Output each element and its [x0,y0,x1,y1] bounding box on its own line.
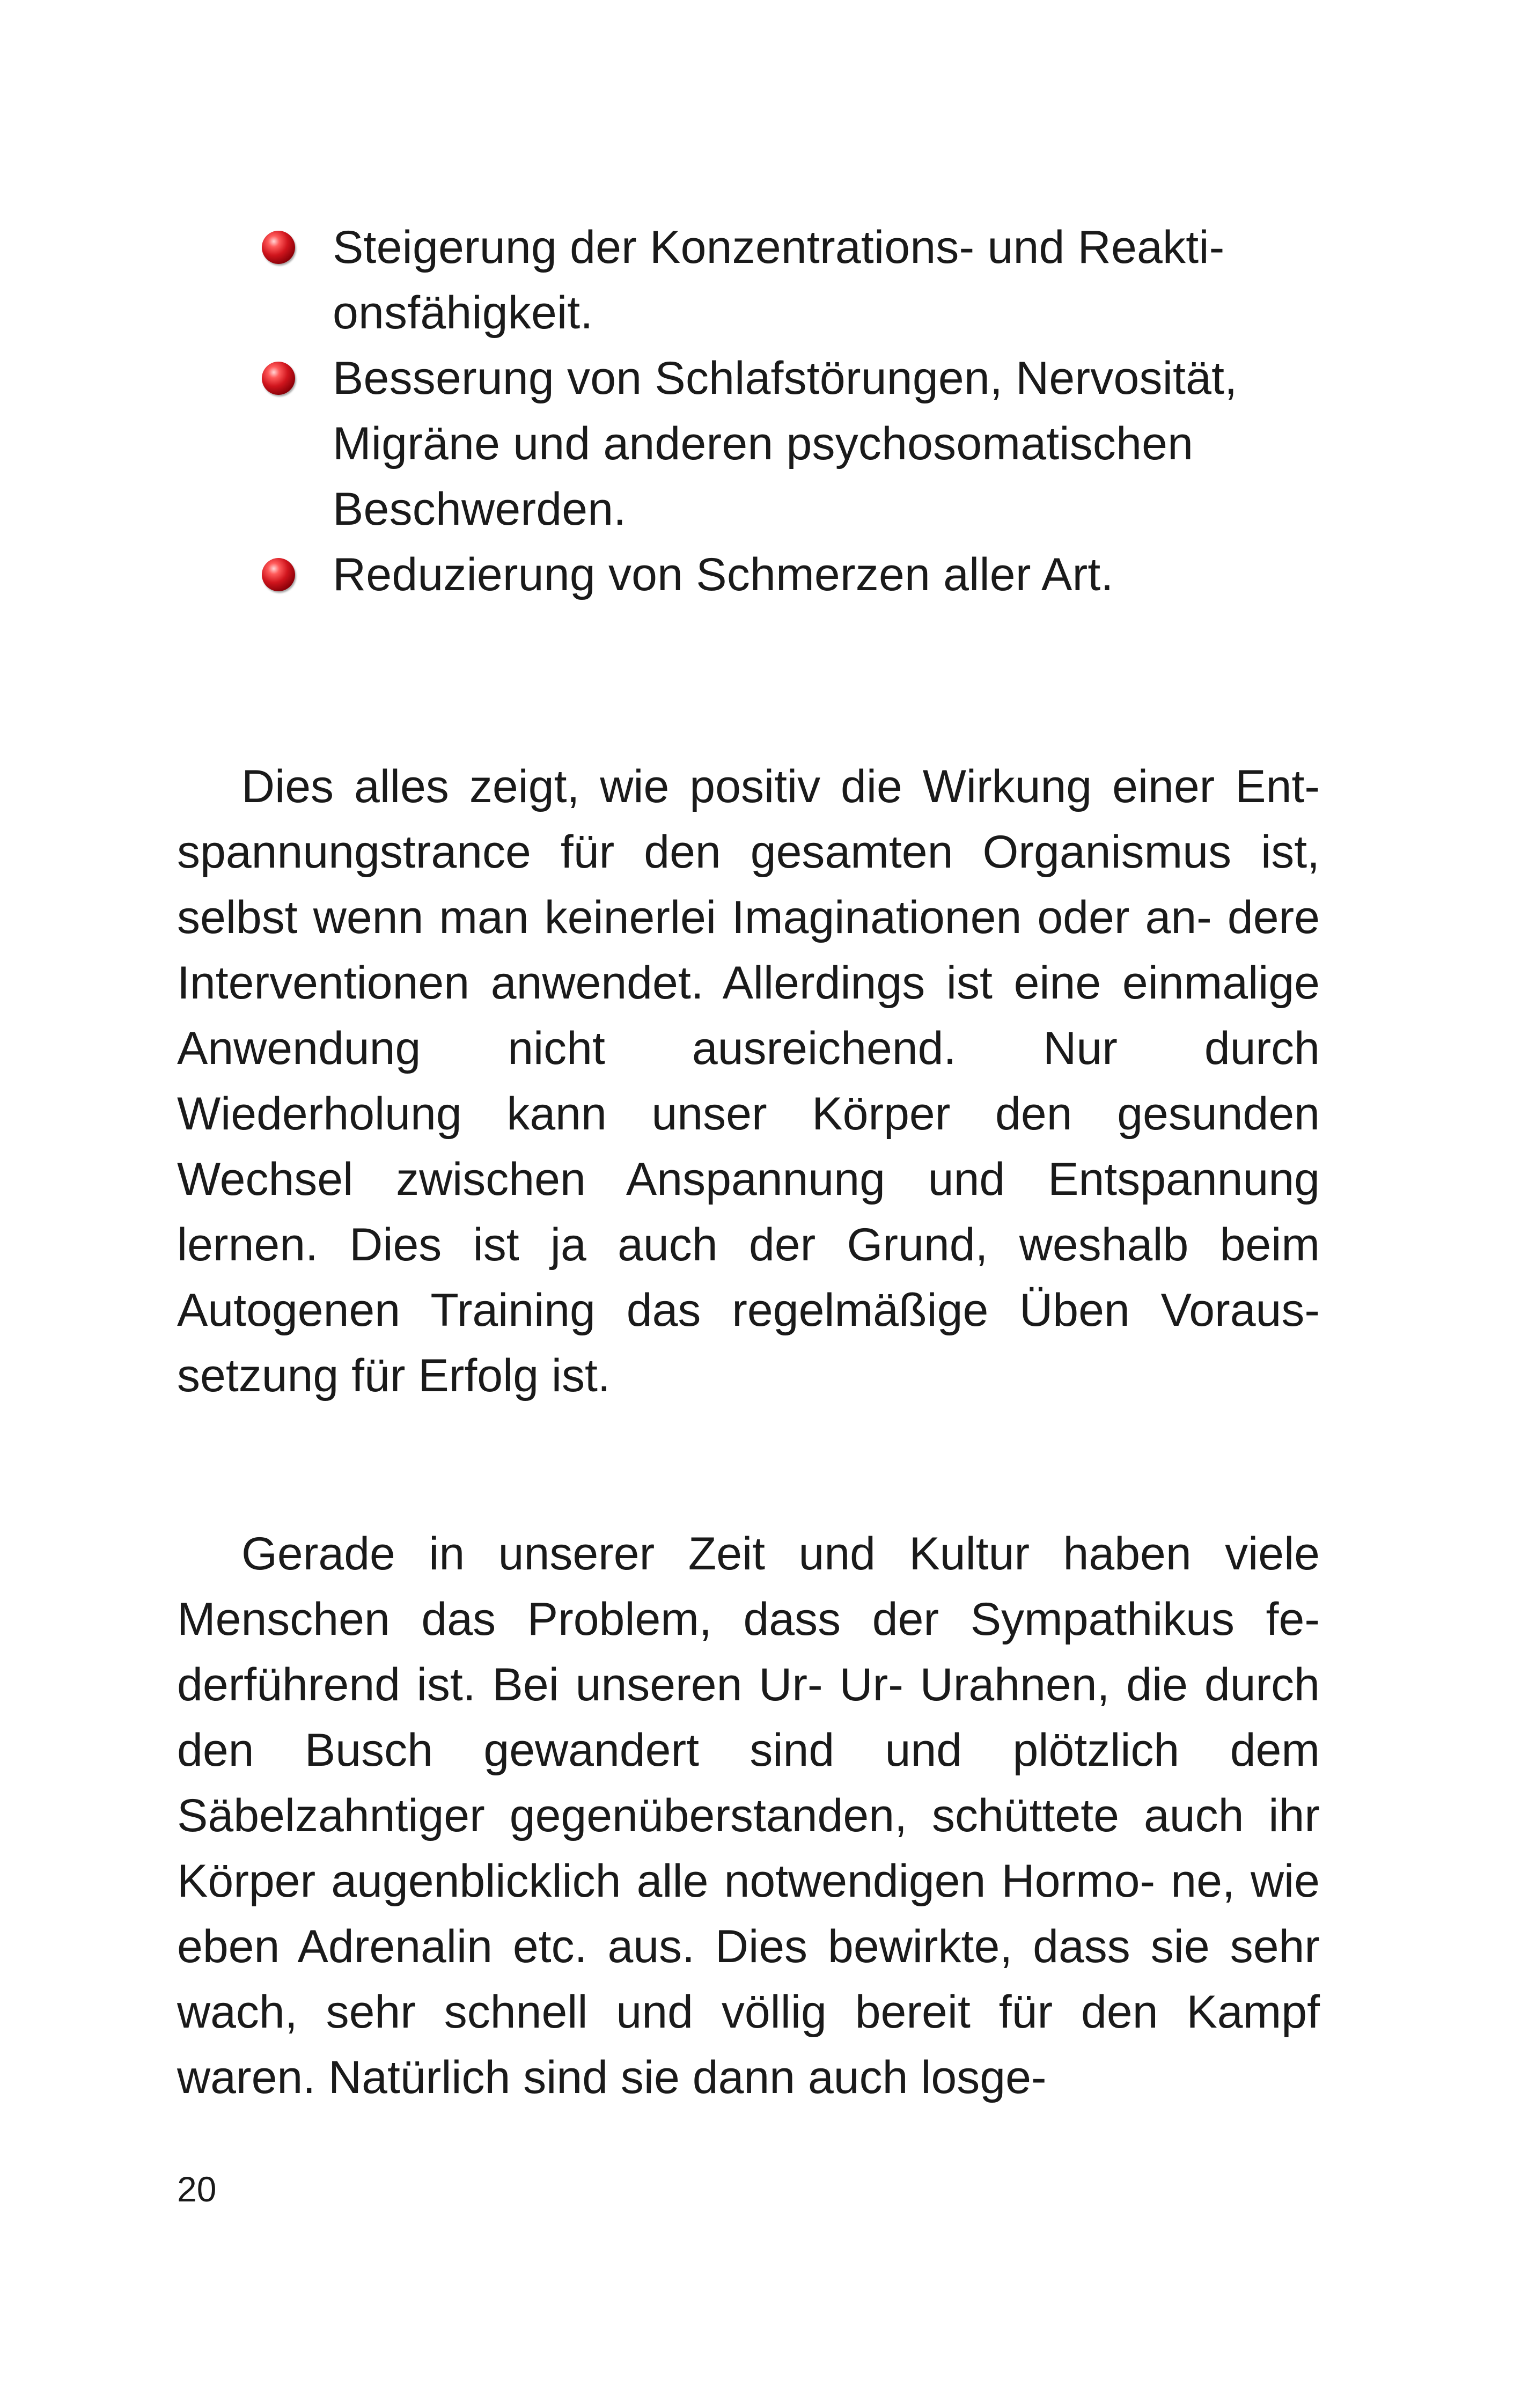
list-item [258,542,1331,607]
red-sphere-bullet-icon [262,231,295,264]
page-number: 20 [177,2169,217,2209]
benefit-list [258,215,1331,607]
body-paragraph: Dies alles zeigt, wie positiv die Wirkung einer Ent- spannungstrance für den gesamten Organismus ist, selbst wenn man keinerlei Imaginationen oder an- dere Interventionen anwendet. Allerdings ist eine einmalige Anwendung nicht ausreichend. Nur durch Wiederholung kann unser Körper den gesunden Wechsel zwischen Anspannung und Entspannung lernen. Dies ist ja auch der Grund, weshalb beim Autogenen Training das regelmäßige Üben Voraus- setzung für Erfolg ist. [177,761,1320,1401]
body-paragraph: Gerade in unserer Zeit und Kultur haben viele Menschen das Problem, dass der Sympathikus fe- derführend ist. Bei unseren Ur- Ur- Urahnen, die durch den Busch gewandert sind und plötzlich dem Säbelzahntiger gegenüberstanden, schüttete auch ihr Körper augenblicklich alle notwendigen Hormo- ne, wie eben Adrenalin etc. aus. Dies bewirkte, dass sie sehr wach, sehr schnell und völlig bereit für den Kampf waren. Natürlich sind sie dann auch losge- [177,1528,1320,2103]
red-sphere-bullet-icon [262,362,295,395]
red-sphere-bullet-icon [262,558,295,591]
list-item [258,215,1331,346]
list-item-text: Besserung von Schlafstörungen, Nervosität, Migräne und anderen psychosomatischen Beschwerden. [333,353,1238,535]
list-item-text: Reduzierung von Schmerzen aller Art. [333,549,1114,600]
list-item [258,346,1331,542]
list-item-text: Steigerung der Konzentrations- und Reakti- onsfähigkeit. [333,222,1225,339]
